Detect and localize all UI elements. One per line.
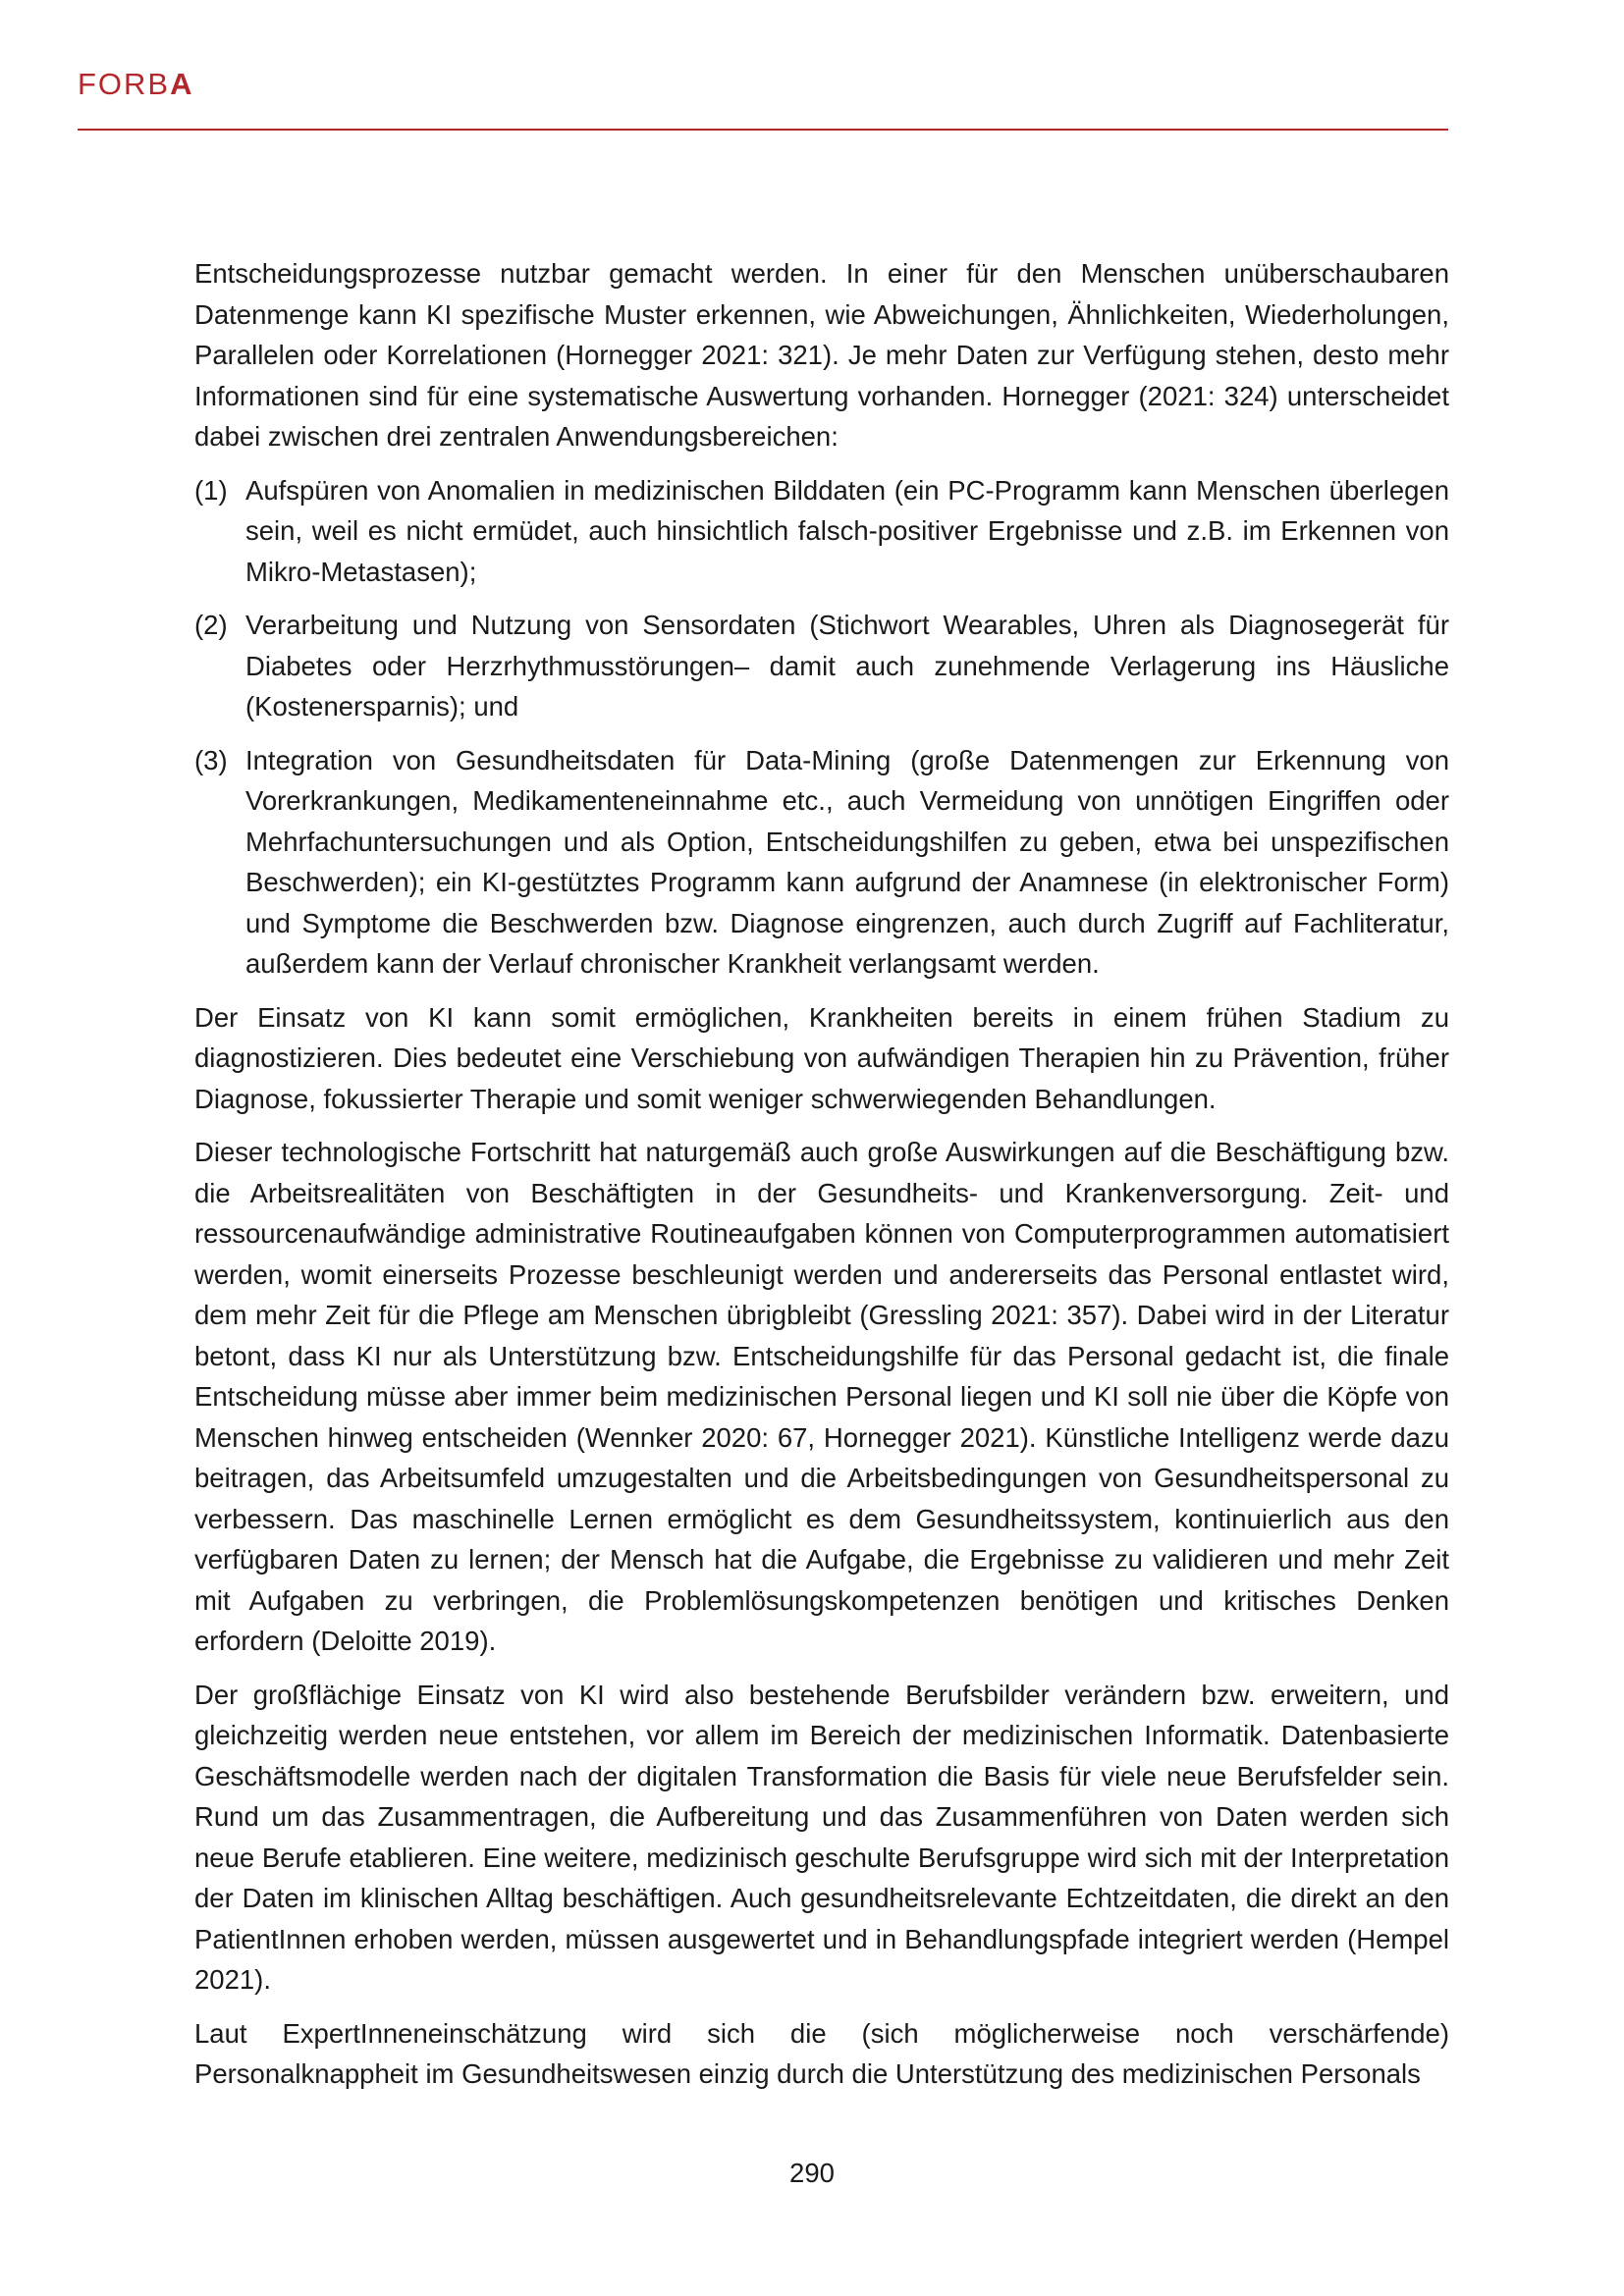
paragraph-2: Der Einsatz von KI kann somit ermöglichen, Krankheiten bereits in einem frühen Stadium zu diagnostizieren. Dies bedeutet eine Verschiebung von aufwändigen Therapien hin zu Prävention, früher Diagnose, fokussierter Therapie und somit weniger schwerwiegenden Behandlungen.: [194, 1001, 1449, 1114]
list-text-3: Integration von Gesundheitsdaten für Data-Mining (große Datenmengen zur Erkennung von Vorerkrankungen, Medikamenteneinnahme etc., auch Vermeidung von unnötigen Eingriffen oder Mehrfachuntersuchungen und als Option, Entscheidungshilfen zu geben, etwa bei unspezifischen Beschwerden); ein KI-gestütztes Programm kann aufgrund der Anamnese (in elektronischer Form) und Symptome die Beschwerden bzw. Diagnose eingrenzen, auch durch Zugriff auf Fachliteratur, außerdem kann der Verlauf chronischer Krankheit verlangsamt werden.: [245, 744, 1449, 979]
paragraph-4: Der großflächige Einsatz von KI wird also bestehende Berufsbilder verändern bzw. erweitern, und gleichzeitig werden neue entstehen, vor allem im Bereich der medizinischen Informatik. Datenbasierte Geschäftsmodelle werden nach der digitalen Transformation die Basis für viele neue Berufsfelder sein. Rund um das Zusammentragen, die Aufbereitung und das Zusammenführen von Daten werden sich neue Berufe etablieren. Eine weitere, medizinisch geschulte Berufsgruppe wird sich mit der Interpretation der Daten im klinischen Alltag beschäftigen. Auch gesundheitsrelevante Echtzeitdaten, die direkt an den PatientInnen erhoben werden, müssen ausgewertet und in Behandlungspfade integriert werden (Hempel 2021).: [194, 1679, 1449, 1995]
paragraph-intro: Entscheidungsprozesse nutzbar gemacht werden. In einer für den Menschen unüberschaubaren Datenmenge kann KI spezifische Muster erkennen, wie Abweichungen, Ähnlichkeiten, Wiederholungen, Parallelen oder Korrelationen (Hornegger 2021: 321). Je mehr Daten zur Verfügung stehen, desto mehr Informationen sind für eine systematische Auswertung vorhanden. Hornegger (2021: 324) unterscheidet dabei zwischen drei zentralen Anwendungsbereichen:: [194, 258, 1449, 452]
list-number-2: (2): [194, 610, 228, 640]
list-item-3: [194, 740, 1449, 985]
list-number-1: (1): [194, 474, 228, 506]
list-item-2: [194, 605, 1449, 727]
header-divider: [78, 129, 1448, 131]
paragraph-5: Laut ExpertInneneinschätzung wird sich die (sich möglicherweise noch verschärfende) Personalknappheit im Gesundheitswesen einzig durch die Unterstützung des medizinischen Personals: [194, 2017, 1449, 2089]
list-text-2: Verarbeitung und Nutzung von Sensordaten (Stichwort Wearables, Uhren als Diagnosegerät für Diabetes oder Herzrhythmusstörungen– damit auch zunehmende Verlagerung ins Häusliche (Kostenersparnis); und: [245, 610, 1449, 721]
logo-text-regular: FORB: [78, 67, 171, 101]
forba-logo: [78, 69, 194, 99]
page-body: [194, 253, 1449, 2108]
list-item-1: [194, 470, 1449, 593]
list-text-1: Aufspüren von Anomalien in medizinischen Bilddaten (ein PC-Programm kann Menschen überlegen sein, weil es nicht ermüdet, auch hinsichtlich falsch-positiver Ergebnisse und z.B. im Erkennen von Mikro-Metastasen);: [245, 474, 1449, 587]
paragraph-3: Dieser technologische Fortschritt hat naturgemäß auch große Auswirkungen auf die Beschäftigung bzw. die Arbeitsrealitäten von Beschäftigten in der Gesundheits- und Krankenversorgung. Zeit- und ressourcenaufwändige administrative Routineaufgaben können von Computerprogrammen automatisiert werden, womit einerseits Prozesse beschleunigt werden und andererseits das Personal entlastet wird, dem mehr Zeit für die Pflege am Menschen übrigbleibt (Gressling 2021: 357). Dabei wird in der Literatur betont, dass KI nur als Unterstützung bzw. Entscheidungshilfe für das Personal gedacht ist, die finale Entscheidung müsse aber immer beim medizinischen Personal liegen und KI soll nie über die Köpfe von Menschen hinweg entscheiden (Wennker 2020: 67, Hornegger 2021). Künstliche Intelligenz werde dazu beitragen, das Arbeitsumfeld umzugestalten und die Arbeitsbedingungen von Gesundheitspersonal zu verbessern. Das maschinelle Lernen ermöglicht es dem Gesundheitssystem, kontinuierlich aus den verfügbaren Daten zu lernen; der Mensch hat die Aufgabe, die Ergebnisse zu validieren und mehr Zeit mit Aufgaben zu verbringen, die Problemlösungskompetenzen benötigen und kritisches Denken erfordern (Deloitte 2019).: [194, 1137, 1449, 1656]
logo-text-bold: A: [170, 67, 194, 101]
page-number: 290: [789, 2158, 835, 2188]
list-number-3: (3): [194, 744, 228, 775]
